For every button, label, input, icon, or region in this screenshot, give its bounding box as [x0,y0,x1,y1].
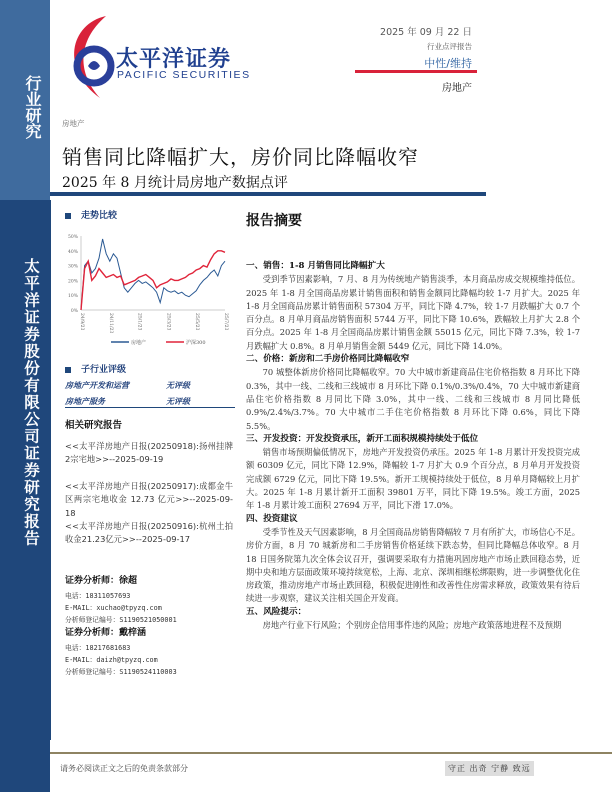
trend-chart [61,230,231,350]
trend-heading [65,208,117,221]
x-tick-label: 25/3/23 [165,313,171,331]
section-heading: 五、风险提示： [246,606,307,617]
related-report-link[interactable]: <<太平洋房地产日报(20250916):杭州土拍收金21.23亿元>>--2025-09-17 [65,521,233,545]
related-report-link[interactable]: <<太平洋房地产日报(20250917):成都金牛区两宗宅地收金 12.73 亿元>>--2025-09-18 [65,481,233,518]
related-report-link[interactable]: <<太平洋房地产日报(20250918):扬州挂牌2宗宅地>>--2025-09-19 [65,441,233,465]
series-line-real-estate [81,239,225,310]
sub-industry-name: 房地产开发和运营 [65,380,129,390]
legend-label: 房地产 [131,340,147,346]
y-tick-label: 20% [67,279,78,285]
section-body: 销售市场预期偏低情况下，房地产开发投资仍承压。2025 年 1-8 月累计开发投资完成额 60309 亿元，同比下降 12.9%，降幅较 1-7 月扩大 0.9 个百分点，8 月单月开发投资完成额 6729 亿元，同比下降 19.5%。新开工规模持续处于低位，8 月单月降幅较上月扩大。2025 年 1-8 月累计新开工面积 39801 万平，同比下降 19.5%。竣工方面，2025 年 1-8 月累计竣工面积 27694 万平，同比下滑 17.0%。 [246,447,580,511]
y-tick-label: 50% [67,235,78,240]
analyst-reg: 分析师登记编号：S1190521050001 [65,616,177,624]
abstract [246,210,580,632]
sidebar-top-label: 行业研究 [23,75,42,139]
sub-industry-rating: 无评级 [166,396,190,406]
x-tick-label: 24/11/23 [107,313,113,334]
divider [65,407,235,408]
sub-industry-name: 房地产服务 [65,396,105,406]
section-body: 房地产行业下行风险；个别房企信用事件违约风险；房地产政策落地进程不及预期 [262,620,562,631]
trend-title: 走势比较 [81,211,118,221]
analyst-name: 证券分析师：徐超 [65,576,138,586]
analyst-reg: 分析师登记编号：S1190524110003 [65,668,177,676]
analyst-name: 证券分析师：戴梓涵 [65,628,147,638]
sector: 房地产 [442,83,472,94]
sub-rating-heading [65,362,126,375]
legend-label: 沪深300 [186,340,206,346]
title-divider [50,192,486,196]
bullet-square-icon [65,367,71,373]
analyst-phone: 电话：18311057693 [65,592,131,600]
section-heading: 二、价格：新房和二手房价格同比降幅收窄 [246,354,410,365]
pacific-logo-icon [60,14,116,100]
report-date: 2025 年 09 月 22 日 [380,27,472,38]
left-column [50,200,237,740]
footer-divider [50,752,612,754]
x-tick-label: 25/7/23 [223,313,228,331]
x-tick-label: 24/9/23 [79,313,84,331]
rating: 中性/维持 [424,57,472,70]
section-heading: 一、销售：1-8 月销售同比降幅扩大 [246,261,385,271]
sidebar-company-label: 太平洋证券股份有限公司证券研究报告 [22,258,41,547]
y-tick-label: 40% [67,249,78,255]
footer-disclaimer: 请务必阅读正文之后的免责条款部分 [60,764,188,773]
page-title: 销售同比降幅扩大，房价同比降幅收窄 [62,145,419,169]
footer-motto: 守正 出奇 宁静 致远 [445,761,534,776]
section-heading: 三、开发投资：开发投资承压，新开工面积规模持续处于低位 [246,433,479,444]
analyst-phone: 电话：18217681683 [65,644,131,652]
section-body: 受季节性及天气因素影响，8 月全国商品房销售降幅较 7 月有所扩大，市场信心不足。房价方面，8 月 70 城新房和二手房销售价格延续下跌态势，但同比降幅总体收窄。8 月 18 日国务院第九次全体会议召开，强调要采取有力措施巩固房地产市场止跌回稳态势，近期中央和地方层面政策环境持续宽松，上海、北京、深圳相继松绑限购，进一步调整优化住房政策，推动房地产市场止跌回稳，积极促进刚性和改善性住房需求释放，政策效果有待后续进一步观察，建议关注相关国企开发商。 [246,526,580,604]
analyst-email[interactable]: E-MAIL：xuchao@tpyzq.com [65,604,162,612]
related-heading: 相关研究报告 [65,420,123,431]
section-body: 70 城整体新房价格同比降幅收窄。70 大中城市新建商品住宅价格指数 8 月环比下降 0.3%，其中一线、二线和三线城市 8 月环比下降 0.1%/0.3%/0.4%，70 大中城市新建商品住宅价格指数 8 月同比下降 3.0%，其中一线、二线和三线城市 8 月同比降低 0.9%/2.4%/3.7%。70 大中城市二手住宅价格指数 8 月环比下降 0.6%，同比下降 5.5%。 [246,367,580,431]
report-type: 行业点评报告 [427,42,472,51]
sector-small: 房地产 [62,119,85,128]
y-tick-label: 30% [67,264,78,270]
section-body: 受到季节因素影响，7 月、8 月为传统地产销售淡季，本月商品房成交规模维持低位。2025 年 1-8 月全国商品房累计销售面积和销售金额同比降幅均较 1-7 月扩大。2025 年 1-8 月全国商品房累计销售面积 57304 万平，同比下降 4.7%，较 1-7 月跌幅扩大 0.7 个百分点。8 月单月商品房销售面积 5744 万平，同比下降 10.6%，跌幅较上月扩大 2.8 个百分点。2025 年 1-8 月全国商品房累计销售金额 55015 亿元，同比下降 7.3%，较 1-7 月跌幅扩大 0.8%。8 月单月销售金额 5449 亿元，同比下降 14.0%。 [246,274,580,351]
sub-rating-title: 子行业评级 [81,365,127,375]
logo-text-en: PACIFIC SECURITIES [117,69,251,81]
y-tick-label: 10% [67,294,78,300]
x-tick-label: 25/1/23 [136,313,142,331]
abstract-title: 报告摘要 [246,213,302,229]
page-subtitle: 2025 年 8 月统计局房地产数据点评 [62,175,288,191]
section-heading: 四、投资建议 [246,513,298,524]
sub-industry-rating: 无评级 [166,380,190,390]
rating-underline [355,70,477,73]
analyst-email[interactable]: E-MAIL：daizh@tpyzq.com [65,656,158,664]
logo-text-cn: 太平洋证券 [116,47,232,72]
y-tick-label: 0% [70,309,78,314]
bullet-square-icon [65,213,71,219]
x-tick-label: 25/5/23 [194,313,200,331]
